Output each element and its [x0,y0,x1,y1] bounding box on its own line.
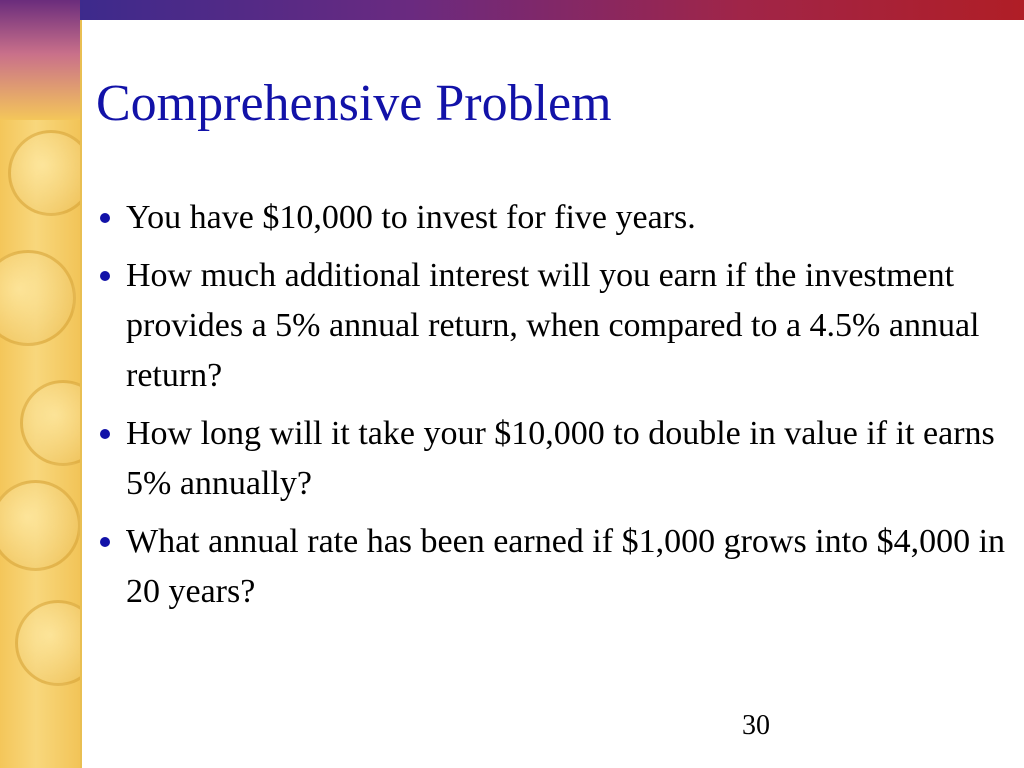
top-banner [80,0,1024,20]
bullet-text: You have $10,000 to invest for five years. [126,199,696,236]
bullet-text: How much additional interest will you earn if the investment provides a 5% annual return, when compared to a 4.5% annual return? [126,257,980,394]
side-decoration-strip [0,0,80,768]
coin-icon [0,250,76,346]
slide-title: Comprehensive Problem [96,75,612,132]
bullet-dot-icon [100,213,110,223]
bullet-item [98,193,1008,243]
coin-icon [8,130,80,216]
bullet-list [98,193,1008,625]
bullet-text: What annual rate has been earned if $1,000 grows into $4,000 in 20 years? [126,523,1006,610]
side-strip-edge [80,0,82,768]
bullet-dot-icon [100,537,110,547]
bullet-dot-icon [100,429,110,439]
coin-icon [0,480,80,571]
bullet-dot-icon [100,271,110,281]
bullet-item [98,251,1008,401]
coin-icon [15,600,80,686]
coin-icon [20,380,80,466]
page-number: 30 [742,710,770,741]
bullet-item [98,517,1008,617]
bullet-item [98,409,1008,509]
side-strip-top-block [0,0,80,120]
bullet-text: How long will it take your $10,000 to double in value if it earns 5% annually? [126,415,995,502]
